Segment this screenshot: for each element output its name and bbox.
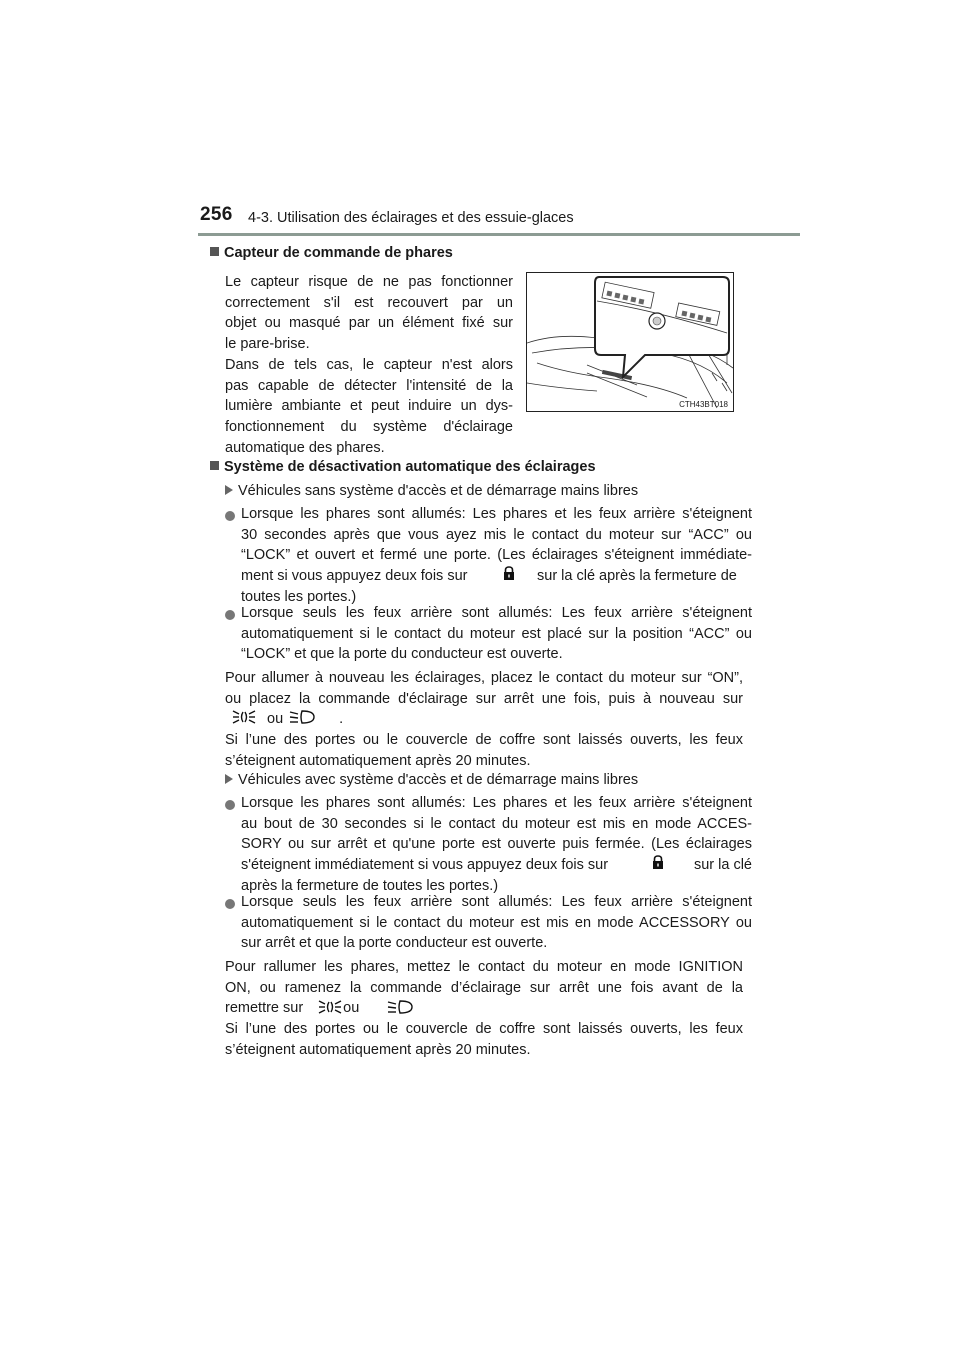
subheading-without-smart-key: Véhicules sans système d'accès et de démarrage mains libres [225, 483, 638, 499]
sub1-bullet1-text: Lorsque les phares sont allumés: Les phares et les feux arrière s'éteignent 30 secondes après que vous ayez mis le contact du moteur sur “ACC” ou “LOCK” et ouvert et fermé une porte. (Les éclairages s'éteignent immédiate- ment si vous appuyez deux fois sur sur la clé après la fermeture de toutes les portes.) [241, 506, 752, 605]
sub2-paragraph: Pour rallumer les phares, mettez le contact du moteur en mode IGNITION ON, ou ramenez la commande d’éclairage sur arrêt une fois avant de la remettre sur ou . Si l’une des portes ou le couvercle de coffre sont laissés ouverts, les feux s’éteignent automatiquement après 20 minutes. [225, 959, 743, 1058]
windshield-sensor-drawing [527, 273, 733, 411]
figure-code: CTH43BT018 [679, 400, 728, 409]
tail-lights-icon [230, 708, 258, 726]
section-heading-auto-off: Système de désactivation automatique des éclairages [210, 459, 596, 475]
triangle-arrow-icon [225, 774, 233, 784]
triangle-arrow-icon [225, 485, 233, 495]
lock-icon [502, 566, 516, 580]
sub2-bullet1-text: Lorsque les phares sont allumés: Les phares et les feux arrière s'éteignent au bout de 30 secondes si le contact du moteur est mis en mode ACCES- SORY ou sur arrêt et qu'une porte est ouverte puis fermée. (Les éclairages s'éteignent immédiatement si vous appuyez deux fois sur sur la clé après la fermeture de toutes les portes.) [241, 795, 752, 894]
headlights-icon [288, 708, 316, 726]
sub1-bullet2-text: Lorsque seuls les feux arrière sont allumés: Les feux arrière s'éteignent automatiquement si le contact du moteur est placé sur la position “ACC” ou “LOCK” et que la porte du conducteur est ouverte. [241, 605, 752, 663]
sub2-bullet2-text: Lorsque seuls les feux arrière sont allumés: Les feux arrière s'éteignent automatiquement si le contact du moteur est mis en mode ACCESSORY ou sur arrêt et que la porte conducteur est ouverte. [241, 894, 752, 952]
headlights-icon [386, 998, 414, 1016]
subheading-with-smart-key: Véhicules avec système d'accès et de démarrage mains libres [225, 772, 638, 788]
lock-icon [651, 855, 665, 869]
round-bullet-icon [225, 800, 235, 810]
sensor-illustration [526, 272, 734, 412]
page-number: 256 [200, 204, 233, 225]
page-header [198, 200, 800, 236]
square-bullet-icon [210, 461, 219, 470]
tail-lights-icon [316, 998, 344, 1016]
section-heading-sensor: Capteur de commande de phares [210, 245, 453, 261]
sensor-paragraph: Le capteur risque de ne pas fonctionner correctement s'il est recouvert par un objet ou masqué par un élément fixé sur le pare-brise. Dans de tels cas, le capteur n'est alors pas capable de détecter l'intensité de la lumière ambiante et peut induire un dys- fonctionnement du système d'éclairage automatique des phares. [225, 274, 513, 456]
round-bullet-icon [225, 511, 235, 521]
round-bullet-icon [225, 899, 235, 909]
chapter-title: 4-3. Utilisation des éclairages et des essuie-glaces [248, 210, 574, 226]
round-bullet-icon [225, 610, 235, 620]
sub1-paragraph: Pour allumer à nouveau les éclairages, placez le contact du moteur sur “ON”, ou placez la commande d'éclairage sur arrêt une fois, puis à nouveau sur ou . Si l’une des portes ou le couvercle de coffre sont laissés ouverts, les feux s’éteignent automatiquement après 20 minutes. [225, 670, 743, 769]
square-bullet-icon [210, 247, 219, 256]
header-divider [198, 233, 800, 236]
